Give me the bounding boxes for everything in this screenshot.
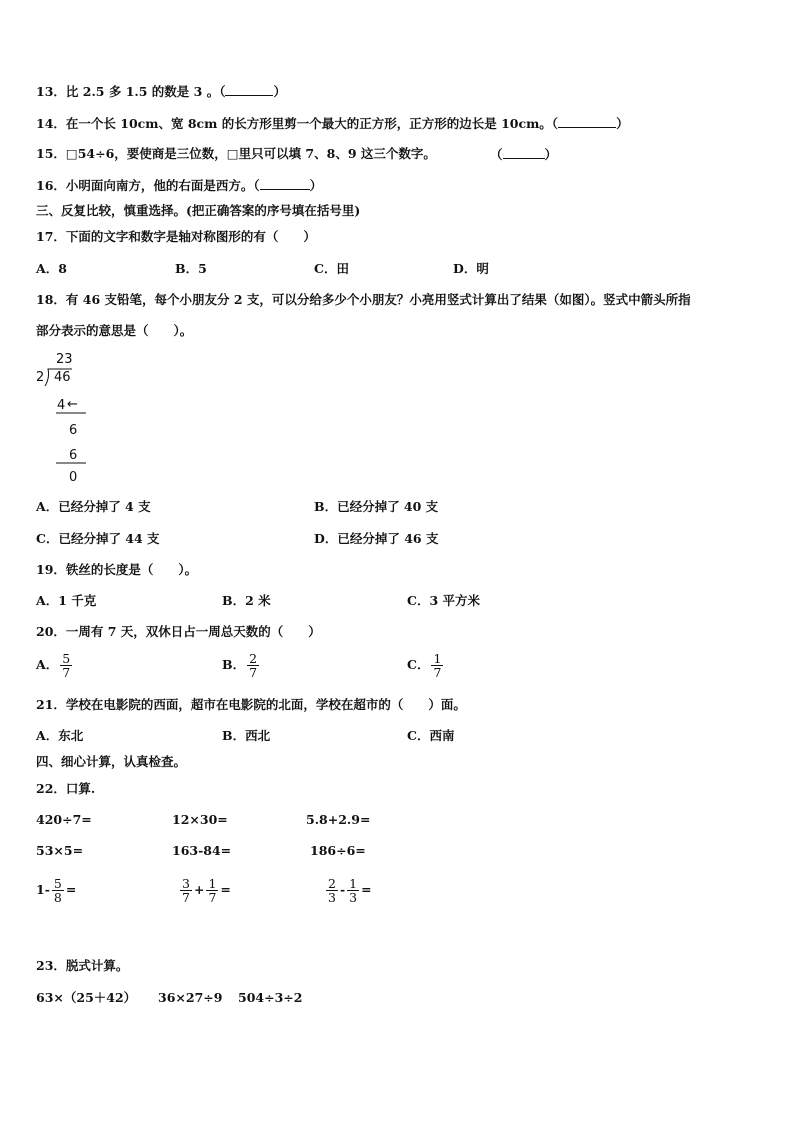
section-3-heading: 三、反复比较，慎重选择。(把正确答案的序号填在括号里) bbox=[36, 203, 361, 218]
q22-item: 420÷7= bbox=[36, 812, 92, 827]
answer-blank[interactable] bbox=[260, 177, 310, 190]
question-14 bbox=[36, 115, 629, 132]
division-step-2: 6 bbox=[69, 448, 78, 463]
question-22: 22．口算. bbox=[36, 781, 96, 796]
fraction bbox=[52, 877, 64, 904]
fraction-denominator: 3 bbox=[349, 890, 358, 905]
q14-close: ） bbox=[616, 116, 629, 131]
division-step-1: 4 bbox=[57, 398, 66, 413]
fraction-denominator: 7 bbox=[249, 665, 258, 680]
question-18-line-2: 部分表示的意思是（ ）。 bbox=[36, 323, 193, 338]
q22-item bbox=[324, 877, 372, 904]
fraction-denominator: 7 bbox=[62, 665, 71, 680]
answer-blank[interactable] bbox=[558, 115, 616, 128]
fraction-numerator: 2 bbox=[328, 876, 336, 891]
q21-option-b[interactable]: B．西北 bbox=[222, 728, 271, 743]
question-13 bbox=[36, 83, 286, 100]
fraction-numerator: 5 bbox=[53, 876, 62, 891]
q22-item: 53×5= bbox=[36, 843, 84, 858]
fraction-numerator: 1 bbox=[433, 651, 442, 666]
q18-option-b[interactable]: B．已经分掉了 40 支 bbox=[314, 499, 439, 514]
q16-text: 16．小明面向南方，他的右面是西方。（ bbox=[36, 178, 260, 193]
division-final: 0 bbox=[69, 470, 78, 485]
q23-item: 36×27÷9 bbox=[158, 990, 223, 1005]
division-remainder-1: 6 bbox=[69, 423, 78, 438]
fraction-denominator: 7 bbox=[433, 665, 442, 680]
fraction bbox=[326, 877, 338, 904]
q19-option-b[interactable]: B．2 米 bbox=[222, 593, 271, 608]
question-18-line-1: 18．有 46 支铅笔，每个小朋友分 2 支，可以分给多少个小朋友？小亮用竖式计算出了结果（如图）。竖式中箭头所指 bbox=[36, 292, 691, 307]
section-4-heading: 四、细心计算，认真检查。 bbox=[36, 754, 187, 769]
q17-option-a[interactable]: A．8 bbox=[36, 261, 67, 276]
long-division-figure bbox=[36, 352, 96, 492]
q19-option-a[interactable]: A．1 千克 bbox=[36, 593, 97, 608]
fraction bbox=[247, 652, 259, 679]
q21-option-c[interactable]: C．西南 bbox=[407, 728, 455, 743]
fraction bbox=[347, 877, 359, 904]
q22-item: 163-84= bbox=[172, 843, 232, 858]
fraction-denominator: 8 bbox=[53, 890, 62, 905]
q18-option-c[interactable]: C．已经分掉了 44 支 bbox=[36, 531, 160, 546]
fraction bbox=[60, 652, 72, 679]
q22-item bbox=[36, 877, 76, 904]
q15-close: ） bbox=[544, 147, 558, 162]
q22-equals: = bbox=[361, 882, 372, 897]
q20-option-b-label: B． bbox=[222, 657, 246, 672]
fraction-denominator: 7 bbox=[182, 890, 190, 905]
question-20: 20．一周有 7 天，双休日占一周总天数的（ ） bbox=[36, 624, 321, 639]
question-17: 17．下面的文字和数字是轴对称图形的有（ ） bbox=[36, 229, 316, 244]
q17-option-d[interactable]: D．明 bbox=[453, 261, 489, 276]
fraction-numerator: 2 bbox=[249, 651, 258, 666]
q17-option-c[interactable]: C．田 bbox=[314, 261, 349, 276]
question-16 bbox=[36, 177, 322, 194]
answer-blank[interactable] bbox=[503, 146, 545, 159]
q15-paren-open: （ bbox=[490, 147, 503, 162]
fraction bbox=[180, 877, 192, 904]
q22-item: 5.8+2.9= bbox=[306, 812, 371, 827]
q18-option-a[interactable]: A．已经分掉了 4 支 bbox=[36, 499, 151, 514]
q14-text: 14．在一个长 10cm、宽 8cm 的长方形里剪一个最大的正方形，正方形的边长是 10cm。（ bbox=[36, 116, 559, 131]
q18-option-d[interactable]: D．已经分掉了 46 支 bbox=[314, 531, 439, 546]
q17-option-b[interactable]: B．5 bbox=[175, 261, 207, 276]
division-divisor: 2 bbox=[36, 370, 45, 385]
q21-option-a[interactable]: A．东北 bbox=[36, 728, 84, 743]
q22-equals: = bbox=[65, 882, 77, 897]
answer-blank[interactable] bbox=[225, 83, 273, 96]
question-21: 21．学校在电影院的西面，超市在电影院的北面，学校在超市的（ ）面。 bbox=[36, 697, 466, 712]
q22-item: 12×30= bbox=[172, 812, 228, 827]
question-15 bbox=[36, 146, 436, 162]
q19-option-c[interactable]: C．3 平方米 bbox=[407, 593, 480, 608]
q23-item: 63×（25＋42） bbox=[36, 990, 137, 1005]
fraction-denominator: 3 bbox=[328, 890, 336, 905]
q20-option-c-label: C． bbox=[407, 657, 430, 672]
q13-close: ） bbox=[273, 84, 286, 99]
q20-option-b[interactable] bbox=[222, 652, 261, 679]
arrow-left-icon: ← bbox=[67, 397, 78, 412]
q22-operator: + bbox=[193, 882, 205, 897]
division-quotient: 23 bbox=[56, 352, 73, 367]
q15-text: 15．□54÷6，要使商是三位数，□里只可以填 7、8、9 这三个数字。 bbox=[36, 146, 436, 161]
question-19: 19．铁丝的长度是（ ）。 bbox=[36, 562, 198, 577]
q16-close: ） bbox=[309, 178, 323, 193]
fraction-numerator: 5 bbox=[62, 651, 71, 666]
question-23: 23．脱式计算。 bbox=[36, 958, 129, 973]
q20-option-a[interactable] bbox=[36, 652, 74, 679]
division-dividend: 46 bbox=[54, 370, 71, 385]
fraction-denominator: 7 bbox=[208, 890, 217, 905]
fraction-numerator: 1 bbox=[349, 876, 358, 891]
q20-option-a-label: A． bbox=[36, 657, 59, 672]
q22-prefix: 1- bbox=[36, 882, 50, 897]
q22-item bbox=[178, 877, 231, 904]
question-15-answer bbox=[490, 146, 557, 163]
fraction-numerator: 1 bbox=[208, 876, 217, 891]
q22-operator: - bbox=[339, 882, 346, 897]
q22-equals: = bbox=[220, 882, 231, 897]
q23-item: 504÷3÷2 bbox=[238, 990, 303, 1005]
fraction bbox=[206, 877, 218, 904]
q20-option-c[interactable] bbox=[407, 652, 445, 679]
fraction-numerator: 3 bbox=[182, 876, 190, 891]
fraction bbox=[431, 652, 443, 679]
q13-text: 13．比 2.5 多 1.5 的数是 3 。（ bbox=[36, 84, 226, 99]
q22-item: 186÷6= bbox=[310, 843, 366, 858]
